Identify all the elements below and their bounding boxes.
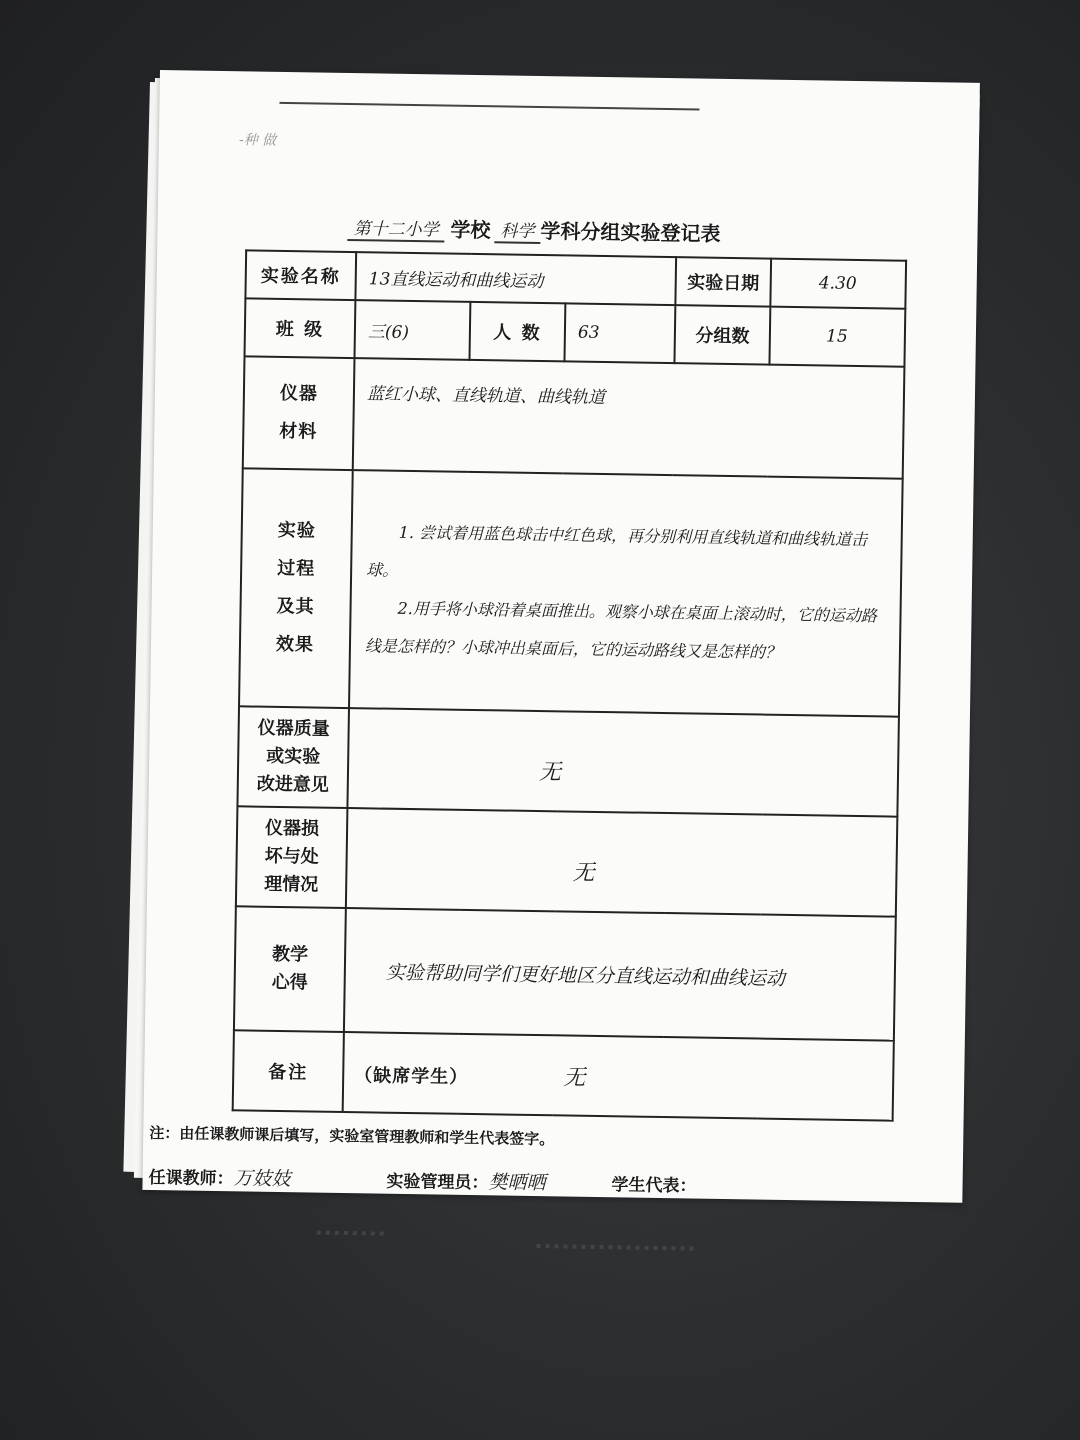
date-label: 实验日期 <box>675 257 771 306</box>
damage-label-line: 坏与处 <box>264 845 319 868</box>
school-name-fill: 第十二小学 <box>347 214 444 243</box>
date-value: 4.30 <box>770 259 906 309</box>
materials-label-line: 仪器 <box>279 382 319 405</box>
absent-students-label: （缺席学生） <box>354 1064 469 1088</box>
process-label-line: 效果 <box>275 633 315 656</box>
class-value: 三(6) <box>354 300 470 360</box>
quality-label-line: 或实验 <box>266 745 321 768</box>
materials-value: 蓝红小球、直线轨道、曲线轨道 <box>353 358 905 479</box>
quality-label-line: 仪器质量 <box>257 717 330 740</box>
row-teaching <box>234 906 896 1040</box>
groups-label: 分组数 <box>674 305 770 364</box>
form-title <box>347 205 808 248</box>
damage-label-line: 仪器损 <box>264 817 320 840</box>
process-label-line: 及其 <box>276 595 315 618</box>
groups-value: 15 <box>769 307 905 367</box>
process-label-line: 过程 <box>277 557 316 580</box>
row-class-info <box>245 298 906 366</box>
teaching-label-line: 心得 <box>271 971 308 994</box>
row-process <box>239 468 903 716</box>
process-label <box>239 468 353 708</box>
teaching-value: 实验帮助同学们更好地区分直线运动和曲线运动 <box>344 908 896 1041</box>
count-value: 63 <box>564 303 675 363</box>
top-rule-line <box>279 102 699 111</box>
form-note: 注：由任课教师课后填写，实验室管理教师和学生代表签字。 <box>149 1123 555 1149</box>
process-step-2: 2.用手将小球沿着桌面推出。观察小球在桌面上滚动时，它的运动路线是怎样的？小球冲出桌面后，它的运动路线又是怎样的？ <box>364 598 877 662</box>
quality-value: 无 <box>347 708 899 817</box>
damage-label-line: 理情况 <box>264 873 319 896</box>
class-label: 班 级 <box>245 298 356 358</box>
materials-label <box>243 356 355 470</box>
count-label: 人 数 <box>469 302 565 361</box>
student-rep-label: 学生代表： <box>611 1175 697 1197</box>
remarks-label: 备注 <box>233 1030 344 1112</box>
experiment-name-label: 实验名称 <box>245 250 356 300</box>
experiment-form-table <box>232 249 907 1121</box>
teacher-label: 任课教师： <box>148 1167 234 1190</box>
admin-label: 实验管理员： <box>386 1171 489 1194</box>
quality-label-line: 改进意见 <box>256 773 329 796</box>
quality-label <box>237 706 349 808</box>
teacher-signature: 万妓妓 <box>233 1167 291 1191</box>
title-suffix: 学科分组实验登记表 <box>540 218 721 246</box>
teaching-label <box>234 906 346 1032</box>
row-remarks <box>233 1030 894 1120</box>
corner-mark: -种 做 <box>238 132 277 149</box>
absent-students-value: 无 <box>563 1064 586 1091</box>
row-damage <box>236 806 898 916</box>
row-materials <box>243 356 905 478</box>
registration-form-sheet <box>142 70 979 1203</box>
remarks-cell <box>343 1032 894 1121</box>
school-suffix: 学校 <box>450 217 491 243</box>
admin-signature: 樊晒晒 <box>488 1171 546 1195</box>
process-label-line: 实验 <box>277 519 316 542</box>
subject-fill: 科学 <box>494 216 540 244</box>
materials-label-line: 材料 <box>279 420 318 443</box>
damage-label <box>236 806 348 908</box>
damage-value: 无 <box>346 808 898 917</box>
process-content <box>349 470 903 717</box>
experiment-name-value: 13直线运动和曲线运动 <box>355 252 676 305</box>
row-quality <box>237 706 899 816</box>
teaching-label-line: 教学 <box>271 943 309 966</box>
process-step-1: 1. 尝试着用蓝色球击中红色球，再分别利用直线轨道和曲线轨道击球。 <box>366 522 868 580</box>
